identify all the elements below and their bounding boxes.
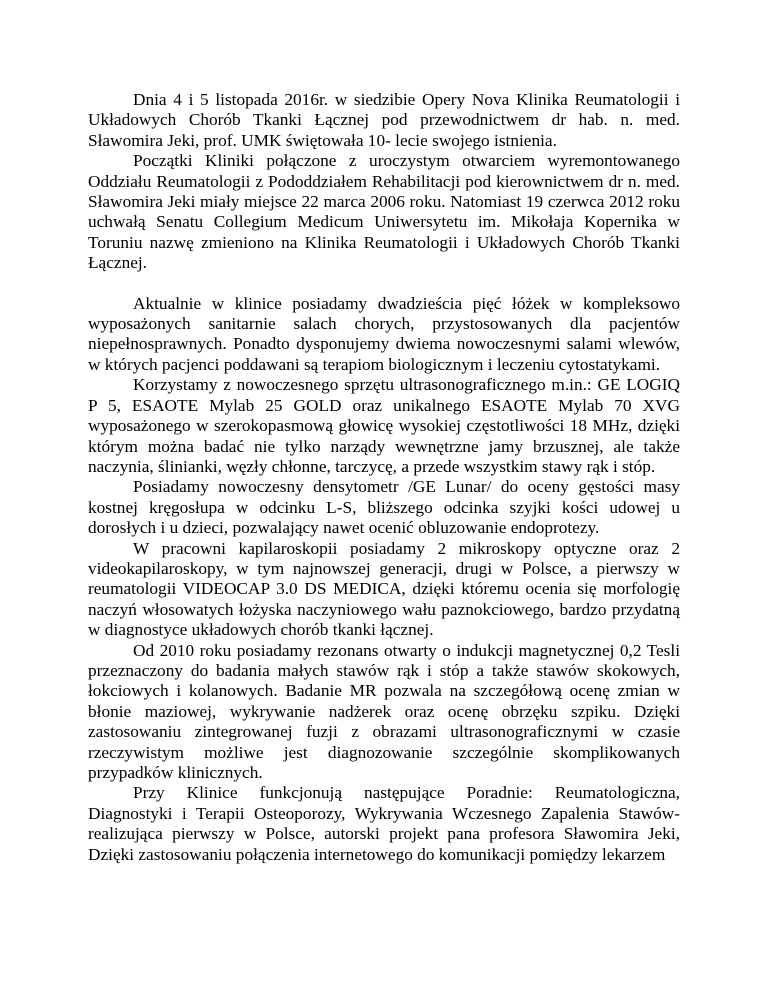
paragraph-capillaroscopy: W pracowni kapilaroskopii posiadamy 2 mikroskopy optyczne oraz 2 videokapilaroskopy, w tym najnowszej generacji, drugi w Polsce, a pierwszy w reumatologii VIDEOCAP 3.0 DS MEDICA, dzięki któremu ocenia się morfologię naczyń włosowatych łożyska naczyniowego wału paznokciowego, bardzo przydatną w diagnostyce układowych chorób tkanki łącznej.	[88, 538, 680, 640]
paragraph-clinics: Przy Klinice funkcjonują następujące Poradnie: Reumatologiczna, Diagnostyki i Terapii Osteoporozy, Wykrywania Wczesnego Zapalenia Stawów-realizująca pierwszy w Polsce, autorski projekt pana profesora Sławomira Jeki, Dzięki zastosowaniu połączenia internetowego do komunikacji pomiędzy lekarzem	[88, 783, 680, 864]
paragraph-ultrasound: Korzystamy z nowoczesnego sprzętu ultrasonograficznego m.in.: GE LOGIQ P 5, ESAOTE Mylab 25 GOLD oraz unikalnego ESAOTE Mylab 70 XVG wyposażonego w szerokopasmową głowicę wysokiej częstotliwości 18 MHz, dzięki którym można badać nie tylko narządy wewnętrzne jamy brzusznej, ale także naczynia, ślinianki, węzły chłonne, tarczycę, a przede wszystkim stawy rąk i stóp.	[88, 375, 680, 476]
document-body	[88, 90, 680, 865]
paragraph-beds: Aktualnie w klinice posiadamy dwadzieścia pięć łóżek w kompleksowo wyposażonych sanitarnie salach chorych, przystosowanych dla pacjentów niepełnosprawnych. Ponadto dysponujemy dwiema nowoczesnymi salami wlewów, w których pacjenci poddawani są terapiom biologicznym i leczeniu cytostatykami.	[88, 293, 680, 374]
paragraph-mri: Od 2010 roku posiadamy rezonans otwarty o indukcji magnetycznej 0,2 Tesli przeznaczony do badania małych stawów rąk i stóp a także stawów skokowych, łokciowych i kolanowych. Badanie MR pozwala na szczegółową ocenę zmian w błonie maziowej, wykrywanie nadżerek oraz ocenę obrzęku szpiku. Dzięki zastosowaniu zintegrowanej fuzji z obrazami ultrasonograficznymi w czasie rzeczywistym możliwe jest diagnozowanie szczególnie skomplikowanych przypadków klinicznych.	[88, 640, 680, 782]
paragraph-history: Początki Kliniki połączone z uroczystym otwarciem wyremontowanego Oddziału Reumatologii z Pododdziałem Rehabilitacji pod kierownictwem dr n. med. Sławomira Jeki miały miejsce 22 marca 2006 roku. Natomiast 19 czerwca 2012 roku uchwałą Senatu Collegium Medicum Uniwersytetu im. Mikołaja Kopernika w Toruniu nazwę zmieniono na Klinika Reumatologii i Układowych Chorób Tkanki Łącznej.	[88, 151, 680, 273]
paragraph-densitometer: Posiadamy nowoczesny densytometr /GE Lunar/ do oceny gęstości masy kostnej kręgosłupa w odcinku L-S, bliższego odcinka szyjki kości udowej u dorosłych i u dzieci, pozwalający nawet ocenić obluzowanie endoprotezy.	[88, 477, 680, 538]
paragraph-anniversary: Dnia 4 i 5 listopada 2016r. w siedzibie Opery Nova Klinika Reumatologii i Układowych Chorób Tkanki Łącznej pod przewodnictwem dr hab. n. med. Sławomira Jeki, prof. UMK świętowała 10- lecie swojego istnienia.	[88, 90, 680, 150]
